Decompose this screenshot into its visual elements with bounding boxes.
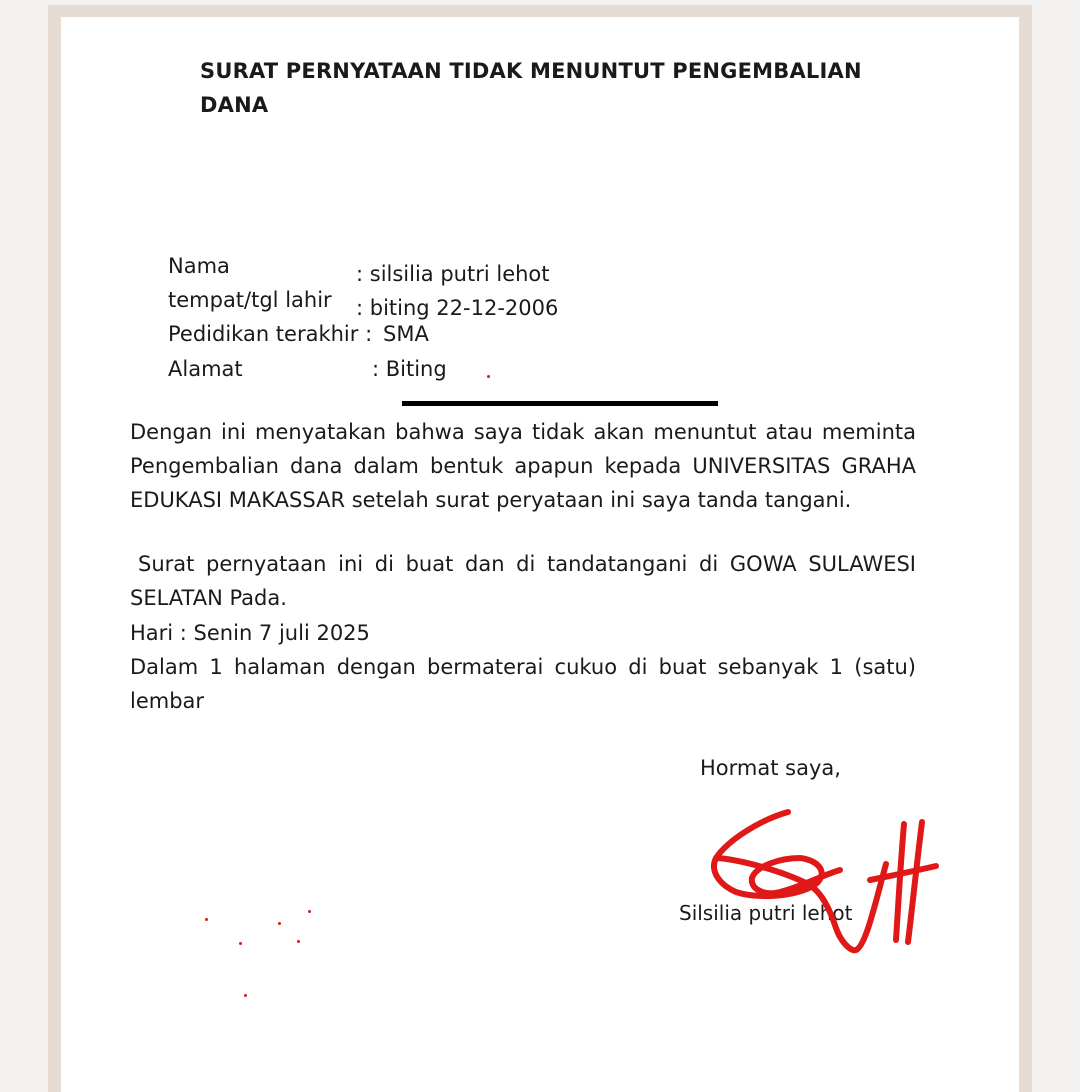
ttl-label: tempat/tgl lahir — [168, 288, 332, 312]
separator-line — [402, 401, 718, 406]
nama-value: : silsilia putri lehot — [356, 262, 550, 286]
alamat-label: Alamat — [168, 357, 243, 381]
pages-paragraph: Dalam 1 halaman dengan bermaterai cukuo di buat sebanyak 1 (satu) lembar — [130, 655, 916, 713]
ink-dot — [205, 918, 208, 921]
document-title: SURAT PERNYATAAN TIDAK MENUNTUT PENGEMBALIAN DANA — [200, 59, 862, 117]
signer-name: Silsilia putri lehot — [679, 901, 853, 925]
nama-label: Nama — [168, 254, 230, 278]
ink-dot — [308, 910, 311, 913]
pendidikan-value: SMA — [383, 322, 429, 346]
ink-dot — [297, 940, 300, 943]
ink-dot — [487, 375, 490, 378]
pendidikan-label: Pedidikan terakhir : — [168, 322, 373, 346]
ink-dot — [244, 994, 247, 997]
handwritten-signature — [700, 800, 950, 970]
ink-dot — [278, 922, 281, 925]
date-line: Hari : Senin 7 juli 2025 — [130, 621, 370, 645]
location-paragraph: Surat pernyataan ini di buat dan di tandatangani di GOWA SULAWESI SELATAN Pada. — [130, 552, 916, 610]
alamat-value: : Biting — [372, 357, 447, 381]
ttl-value: : biting 22-12-2006 — [356, 296, 559, 320]
ink-dot — [239, 942, 242, 945]
closing-text: Hormat saya, — [700, 756, 841, 780]
statement-paragraph: Dengan ini menyatakan bahwa saya tidak akan menuntut atau meminta Pengembalian dana dalam bentuk apapun kepada UNIVERSITAS GRAHA EDUKASI MAKASSAR setelah surat peryataan ini saya tanda tangani. — [130, 420, 916, 512]
